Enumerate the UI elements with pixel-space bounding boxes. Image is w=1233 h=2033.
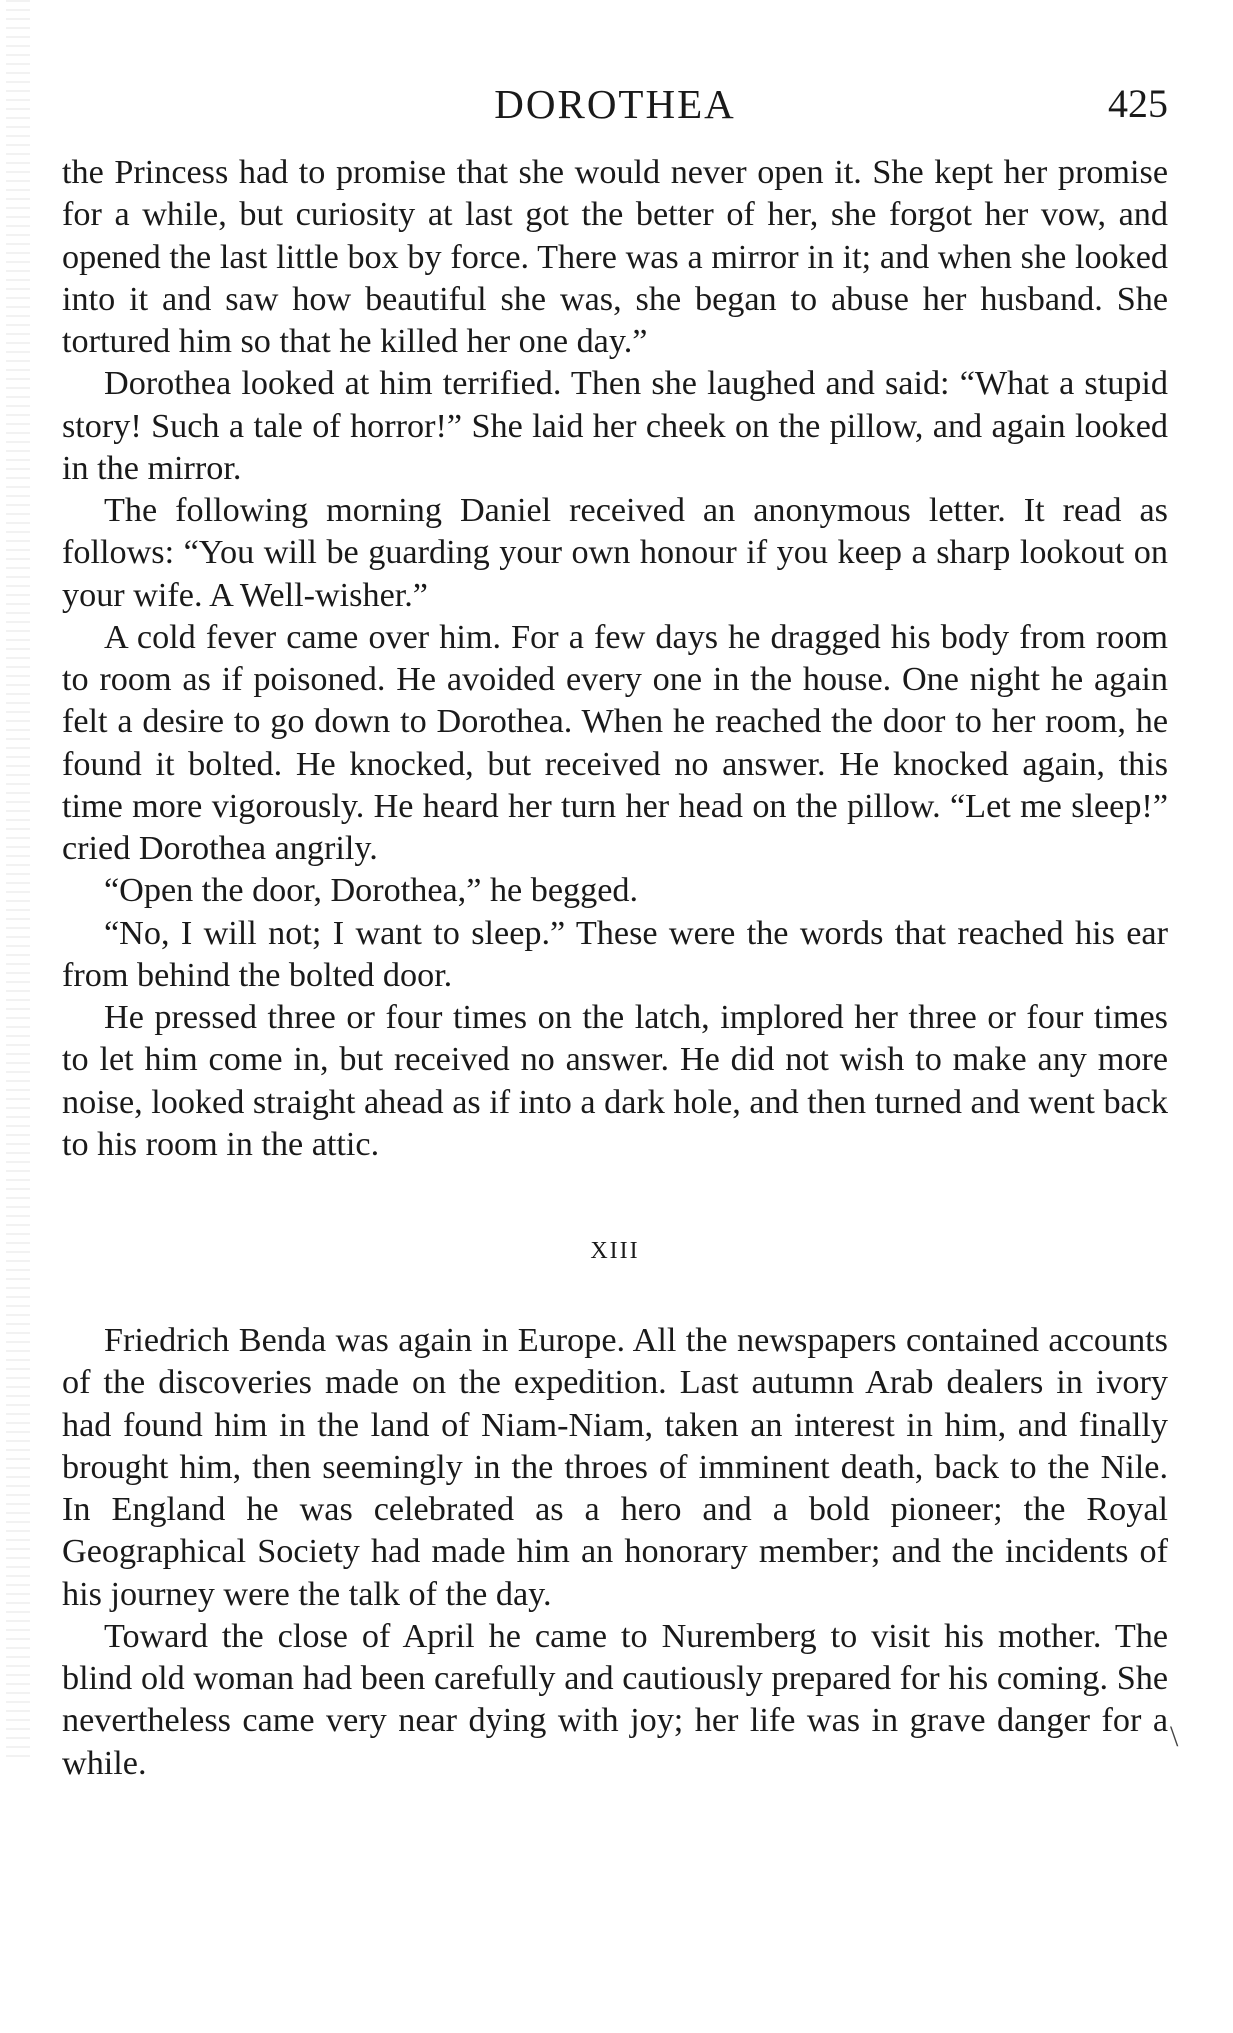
paragraph: the Princess had to promise that she would never open it. She kept her promise for a while, but curiosity at last got the better of her, she forgot her vow, and opened the last little box by force. There was a mirror in it; and when she looked into it and saw how beautiful she was, she began to abuse her husband. She tortured him so that he killed her one day.” [62,154,1168,360]
paragraph: “Open the door, Dorothea,” he begged. [104,872,639,910]
page-number: 425 [1108,81,1168,126]
body-text [62,152,1168,1785]
page-header [62,78,1168,130]
paragraph: Friedrich Benda was again in Europe. All the newspapers contained accounts of the discoveries made on the expedition. Last autumn Arab dealers in ivory had found him in the land of Niam-Niam, taken an interest in him, and finally brought him, then seemingly in the throes of imminent death, back to the Nile. In England he was celebrated as a hero and a bold pioneer; the Royal Geographical Society had made him an honorary member; and the incidents of his journey were the talk of the day. [62,1322,1168,1613]
paragraph: “No, I will not; I want to sleep.” These were the words that reached his ear from behind the bolted door. [62,914,1168,994]
paragraph: Toward the close of April he came to Nuremberg to visit his mother. The blind old woman had been carefully and cautiously prepared for his coming. She nevertheless came very near dying with joy; her life was in grave danger for a while. [62,1617,1168,1782]
stray-mark: \ [1170,1720,1179,1753]
paragraph: The following morning Daniel received an anonymous letter. It read as follows: “You will be guarding your own honour if you keep a sharp lookout on your wife. A Well-wisher.” [62,492,1168,614]
section-heading: XIII [590,1238,640,1264]
paragraph: Dorothea looked at him terrified. Then she laughed and said: “What a stupid story! Such a tale of horror!” She laid her cheek on the pillow, and again looked in the mirror. [62,365,1168,487]
running-title: DOROTHEA [494,81,736,127]
paragraph: A cold fever came over him. For a few days he dragged his body from room to room as if poisoned. He avoided every one in the house. One night he again felt a desire to go down to Dorothea. When he reached the door to her room, he found it bolted. He knocked, but received no answer. He knocked again, this time more vigorously. He heard her turn her head on the pillow. “Let me sleep!” cried Dorothea angrily. [62,618,1168,867]
paragraph: He pressed three or four times on the latch, implored her three or four times to let him come in, but received no answer. He did not wish to make any more noise, looked straight ahead as if into a dark hole, and then turned and went back to his room in the attic. [62,999,1169,1163]
scan-edge-artifact [6,0,30,1760]
